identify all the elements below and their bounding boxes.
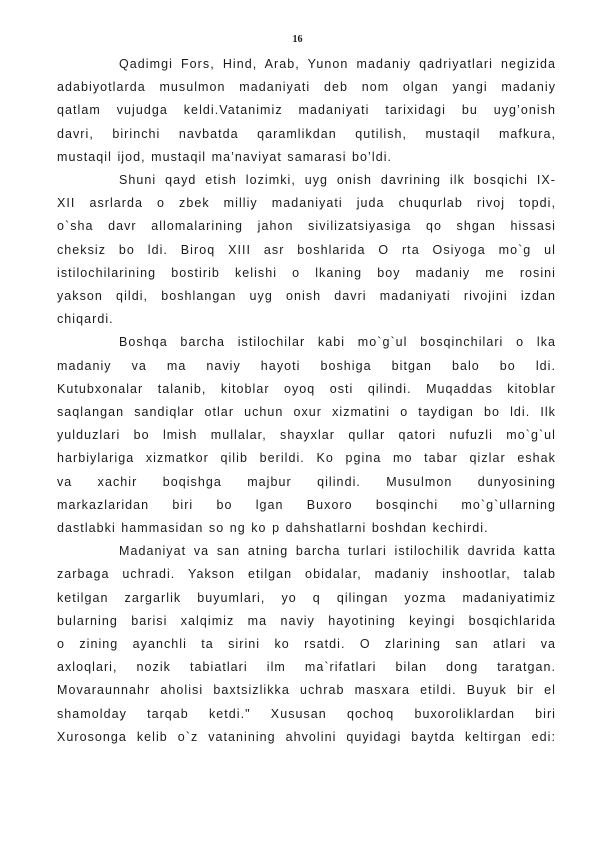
page-number: 16 xyxy=(292,34,303,45)
text-line: axloqlari, nozik tabiatlari ilm ma`rifatlari bilan dong taratgan. xyxy=(57,660,556,675)
text-line: Movaraunnahr aholisi baxtsizlikka uchrab masxara etildi. Buyuk bir el xyxy=(57,683,556,698)
text-line: Shuni qayd etish lozimki, uyg onish davrining ilk bosqichi IX- xyxy=(119,173,556,188)
text-line: ketilgan zargarlik buyumlari, yo q qilingan yozma madaniyatimiz xyxy=(57,590,556,605)
text-line: XII asrlarda o zbek milliy madaniyati juda chuqurlab rivoj topdi, xyxy=(57,196,556,211)
paragraph-2 xyxy=(57,169,556,331)
text-line: shamolday tarqab ketdi." Xususan qochoq buxoroliklardan biri xyxy=(57,706,556,721)
text-line: bularning barisi xalqimiz ma naviy hayotining keyingi bosqichlarida xyxy=(57,613,556,628)
text-line: davri, birinchi navbatda qaramlikdan qutilish, mustaqil mafkura, xyxy=(57,126,556,141)
text-line: markazlaridan biri bo lgan Buxoro bosqinchi mo`g`ullarning xyxy=(57,497,556,512)
paragraph-1 xyxy=(57,53,556,169)
text-line: adabiyotlarda musulmon madaniyati deb nom olgan yangi madaniy xyxy=(57,80,556,95)
text-line: cheksiz bo ldi. Biroq XIII asr boshlarida O rta Osiyoga mo`g ul xyxy=(57,242,556,257)
text-line: qatlam vujudga keldi.Vatanimiz madaniyati tarixidagi bu uyg’onish xyxy=(57,103,556,118)
text-line: Xurosonga kelib o`z vatanining ahvolini quyidagi baytda keltirgan edi: xyxy=(57,729,556,744)
paragraph-3 xyxy=(57,331,556,540)
text-line: mustaqil ijod, mustaqil ma’naviyat samarasi bo’ldi. xyxy=(57,149,393,164)
text-line: yakson qildi, boshlangan uyg onish davri madaniyati rivojini izdan xyxy=(57,289,556,304)
document-body xyxy=(57,53,556,749)
text-line: madaniy va ma naviy hayoti boshiga bitgan balo bo ldi. xyxy=(57,358,556,373)
text-line: chiqardi. xyxy=(57,312,114,327)
text-line: Qadimgi Fors, Hind, Arab, Yunon madaniy qadriyatlari negizida xyxy=(119,57,556,71)
text-line: va xachir boqishga majbur qilindi. Musulmon dunyosining xyxy=(57,474,556,489)
text-line: zarbaga uchradi. Yakson etilgan obidalar, madaniy inshootlar, talab xyxy=(57,567,556,582)
text-line: o`sha davr allomalarining jahon sivilizatsiyasiga qo shgan hissasi xyxy=(57,219,556,234)
text-line: Madaniyat va san atning barcha turlari istilochilik davrida katta xyxy=(119,544,556,559)
text-line: harbiylariga xizmatkor qilib berildi. Ko pgina mo tabar qizlar eshak xyxy=(57,451,556,466)
text-line: Boshqa barcha istilochilar kabi mo`g`ul bosqinchilari o lka xyxy=(119,335,556,350)
text-line: o zining ayanchli ta sirini ko rsatdi. O zlarining san atlari va xyxy=(57,637,556,652)
paragraph-4 xyxy=(57,540,556,749)
text-line: yulduzlari bo lmish mullalar, shayxlar qullar qatori nufuzli mo`g`ul xyxy=(57,428,556,443)
text-line: istilochilarining bostirib kelishi o lkaning boy madaniy me rosini xyxy=(57,265,556,280)
text-line: Kutubxonalar talanib, kitoblar oyoq osti qilindi. Muqaddas kitoblar xyxy=(57,381,556,396)
text-line: saqlangan sandiqlar otlar uchun oxur xizmatini o taydigan bo ldi. Ilk xyxy=(57,405,556,420)
text-line: dastlabki hammasidan so ng ko p dahshatlarni boshdan kechirdi. xyxy=(57,521,489,536)
